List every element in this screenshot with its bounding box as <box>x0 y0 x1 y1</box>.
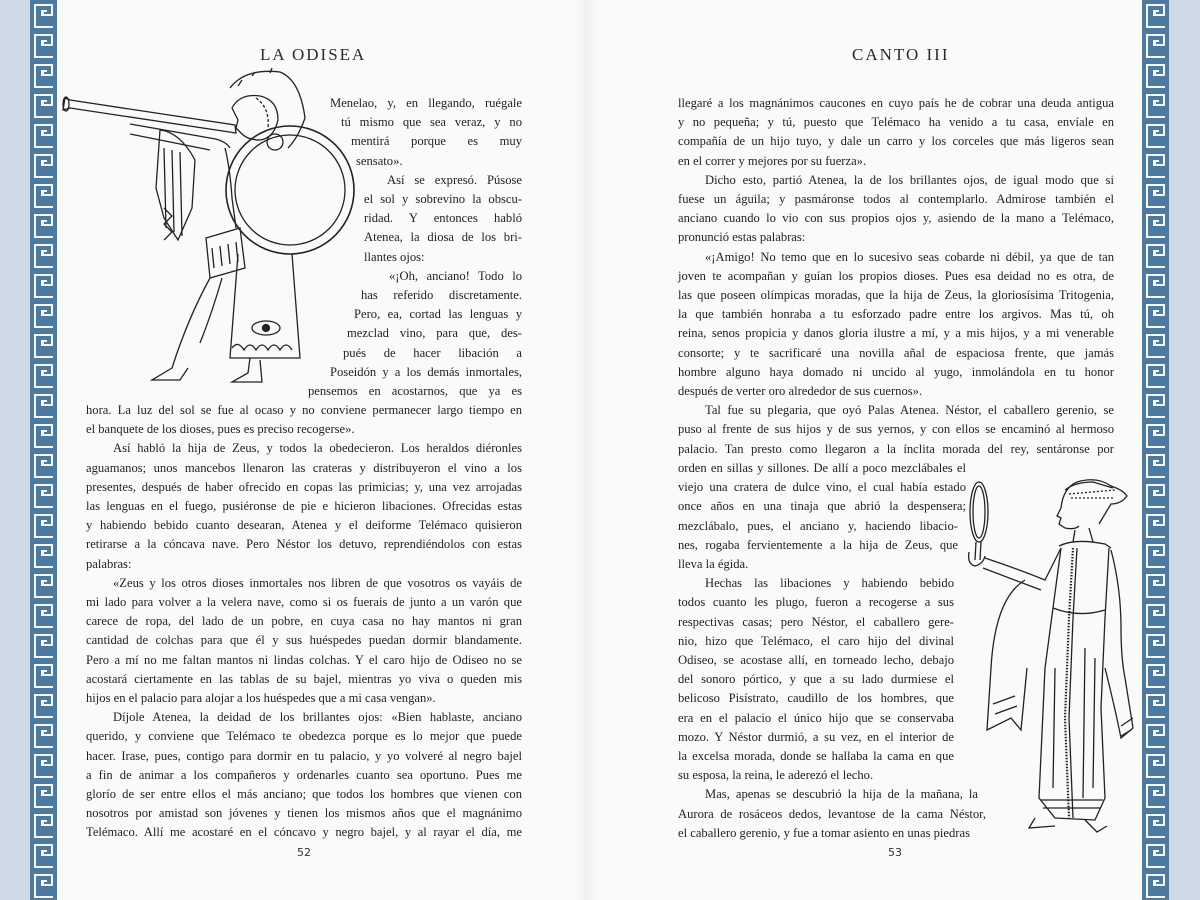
text-line: «¡Amigo! No temo que en lo sucesivo seas cobarde ni débil, ya que de tan <box>705 249 1114 264</box>
text-line: el banquete de los dioses, pues es preciso recogerse». <box>86 422 355 437</box>
text-line: sensato». <box>356 153 403 168</box>
text-line: pensemos en acostarnos, que ya es <box>308 384 522 399</box>
text-line: retirarse a la cóncava nave. Pero Néstor los detuvo, reprendiéndolos con estas <box>86 537 522 552</box>
text-line: Odiseo, se acostase allí, en torneado lecho, debajo <box>678 653 954 668</box>
text-line: Pero a mí no me faltan mantos ni lindas colchas. Y el caro hijo de Odiseo no se <box>86 652 522 667</box>
text-line: «Zeus y los otros dioses inmortales nos libren de que vosotros os vayáis de <box>113 575 522 590</box>
text-line: del sonoro pórtico, y que a su lado durmiese el <box>678 672 954 687</box>
text-line: reina, senos propicia y danos gloria ilustre a mí, y a mis hijos, y a mi venerable <box>678 326 1114 341</box>
text-line: carece de ropa, del lado de un pobre, en cuya casa no hay mantos ni gran <box>86 614 522 629</box>
text-line: las que poseen olímpicas moradas, que la hija de Zeus, la gloriosísima Tritogenia, <box>678 288 1114 303</box>
greek-key-border-right <box>1142 0 1169 900</box>
text-line: hacer. Irase, pues, contigo para dormir en tu palacio, y yo volveré al negro bajel <box>86 748 522 763</box>
text-line: Dicho esto, partió Atenea, la de los brillantes ojos, de igual modo que si <box>705 172 1114 187</box>
left-wrapped-text <box>275 94 522 401</box>
text-line: la que también honraba a tu esforzado padre entre los argivos. Mas tú, oh <box>678 307 1114 322</box>
text-line: su esposa, la reina, le aderezó el lecho. <box>678 768 874 783</box>
text-line: Poseidón y a los demás inmortales, <box>330 364 522 379</box>
text-line: tú mismo que sea veraz, y no <box>341 115 522 130</box>
text-line: aguamanos; unos mancebos llenaron las crateras y distribuyeron el vino a los <box>86 460 522 475</box>
text-line: en el correr y mejores por su fuerza». <box>678 153 867 168</box>
text-line: hombre alguno haya domado ni uncido al yugo, inmolándola en tu honor <box>678 364 1114 379</box>
text-line: y habiendo bebido cuanto desearan, Atenea y el deiforme Telémaco quisieron <box>86 518 522 533</box>
text-line: a fin de animar a los compañeros y ordenarles cuanto sea oportuno. Pues me <box>86 767 522 782</box>
text-line: llantes ojos: <box>364 249 425 264</box>
right-wrapped-text <box>678 459 988 843</box>
running-head-left: LA ODISEA <box>260 45 367 64</box>
text-line: Mas, apenas se descubrió la hija de la mañana, la <box>705 787 978 802</box>
text-line: la excelsa morada, donde se hallaba la cama en que <box>678 749 954 764</box>
text-line: has referido discretamente. <box>361 288 522 303</box>
text-line: Atenea, la diosa de los bri- <box>364 230 522 245</box>
text-line: Hechas las libaciones y habiendo bebido <box>705 576 954 591</box>
left-body-text <box>86 401 522 843</box>
text-line: cantidad de colchas para que él y sus huéspedes puedan dormir blandamente. <box>86 633 522 648</box>
text-line: todos cuanto les plugo, fueron a recogerse a sus <box>678 595 954 610</box>
text-line: once años en una tinaja que abrió la despensera; <box>678 499 966 514</box>
right-body-text <box>678 94 1114 459</box>
book-gutter <box>575 0 597 900</box>
text-line: respectivas casas; pero Néstor, el caballero gere- <box>678 614 954 629</box>
text-line: belicoso Pisístrato, caudillo de los hombres, que <box>678 691 954 706</box>
left-margin-background <box>0 0 30 900</box>
text-line: nosotros por amistad son jóvenes y tienen los mismos años que el magnánimo <box>86 806 522 821</box>
text-line: compañía de un hijo tuyo, y dale un carro y los corceles que más ligeros sean <box>678 134 1114 149</box>
text-line: consorte; y te sacrificaré una novilla añal de espaciosa frente, que jamás <box>678 345 1114 360</box>
woman-with-mirror-illustration <box>965 468 1137 834</box>
text-line: Menelao, y, en llegando, ruégale <box>330 96 522 110</box>
text-line: mezclábalo, pues, el anciano y, haciendo libacio- <box>678 518 958 533</box>
text-line: mozo. Y Néstor durmió, a su vez, en el interior de <box>678 729 954 744</box>
text-line: hijos en el palacio para alojar a los huéspedes que a mi casa vengan». <box>86 691 436 706</box>
text-line: presentes, después de haber ofrecido en copas las primicias; y, una vez arrojadas <box>86 479 522 494</box>
text-line: Díjole Atenea, la deidad de los brillantes ojos: «Bien hablaste, anciano <box>113 710 522 725</box>
text-line: Telémaco. Allí me acostaré en el cóncavo y negro bajel, y al rayar el día, me <box>86 825 522 840</box>
text-line: mi lado para volver a la velera nave, como si os fuerais de junto a un varón que <box>86 595 522 610</box>
text-line: Así habló la hija de Zeus, y todos la obedecieron. Los heraldos diéronles <box>113 441 522 456</box>
text-line: joven te acompañan y guían los propios dioses. Pues esa deidad no es otra, de <box>678 268 1114 283</box>
text-line: Aurora de rosáceos dedos, levantose de la cama Néstor, <box>678 806 986 821</box>
text-line: nio, hizo que Telémaco, el caro hijo del divinal <box>678 633 954 648</box>
text-line: palacio. Tan presto como llegaron a la ínclita morada del rey, sentáronse por <box>678 441 1114 456</box>
text-line: palabras: <box>86 556 132 571</box>
text-line: viejo una cratera de dulce vino, el cual había estado <box>678 480 966 495</box>
running-head-right: CANTO III <box>852 45 950 64</box>
text-line: glorío de ser entre ellos el más anciano; que todos los hombres que vienen con <box>86 787 522 802</box>
text-line: lleva la égida. <box>678 557 749 572</box>
page-number-right: 53 <box>888 846 902 859</box>
text-line: ridad. Y entonces habló <box>364 211 522 226</box>
text-line: pués de hacer libación a <box>343 345 522 360</box>
greek-key-border-left <box>30 0 57 900</box>
text-line: anciano cuando lo vio con sus propios ojos y, asiendo de la mano a Telémaco, <box>678 211 1114 226</box>
text-line: las lenguas en el fuego, pusiéronse de pie e hicieron libaciones. Ofrecidas estas <box>86 499 522 514</box>
text-line: era en el palacio el único hijo que se conservaba <box>678 710 954 725</box>
text-line: puso al frente de sus hijos y de sus yernos, y con ellos se encaminó al hermoso <box>678 422 1114 437</box>
text-line: pronunció estas palabras: <box>678 230 806 245</box>
text-line: mentirá porque es muy <box>351 134 522 149</box>
text-line: después de verter oro alrededor de sus cuernos». <box>678 384 923 399</box>
text-line: mezclad vino, para que, des- <box>347 326 522 341</box>
text-line: querido, y conviene que Telémaco te obedezca porque es lo mejor que puede <box>86 729 522 744</box>
text-line: Pero, ea, cortad las lenguas y <box>354 307 522 322</box>
text-line: Tal fue su plegaria, que oyó Palas Atenea. Néstor, el caballero gerenio, se <box>705 403 1114 418</box>
text-line: Así se expresó. Púsose <box>387 172 522 187</box>
text-line: orden en sillas y sillones. De allí a poco mezclábales el <box>678 461 966 475</box>
page-number-left: 52 <box>297 846 311 859</box>
text-line: llegaré a los magnánimos caucones en cuyo país he de cobrar una deuda antigua <box>678 96 1114 110</box>
text-line: el sol y sobrevino la obscu- <box>364 192 522 207</box>
text-line: el caballero gerenio, y fue a tomar asiento en unas piedras <box>678 825 970 840</box>
text-line: y no pequeña; y tú, puesto que Telémaco ha venido a tu casa, envíale en <box>678 115 1114 130</box>
text-line: hora. La luz del sol se fue al ocaso y no conviene permanecer largo tiempo en <box>86 403 522 417</box>
text-line: nes, rogaba fervientemente a la hija de Zeus, que <box>678 537 958 552</box>
text-line: «¡Oh, anciano! Todo lo <box>389 268 522 283</box>
text-line: acostará ciertamente en las tablas de su bajel, mientras yo viva o queden mis <box>86 671 522 686</box>
text-line: fuese un águila; y pasmáronse todos al contemplarlo. Admirose también el <box>678 192 1114 207</box>
